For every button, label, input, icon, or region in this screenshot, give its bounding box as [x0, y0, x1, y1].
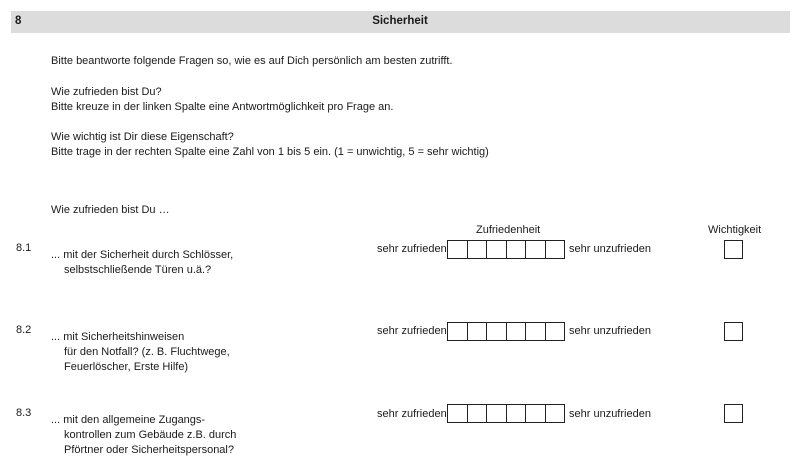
scale-right-label: sehr unzufrieden: [569, 243, 651, 255]
satisfaction-checkbox[interactable]: [448, 405, 468, 422]
scale-right-label: sehr unzufrieden: [569, 325, 651, 337]
satisfaction-checkbox[interactable]: [487, 323, 507, 340]
satisfaction-checkbox[interactable]: [448, 323, 468, 340]
satisfaction-scale: [447, 404, 565, 423]
scale-left-label: sehr zufrieden: [377, 243, 447, 255]
satisfaction-checkbox[interactable]: [546, 241, 565, 258]
question-text: [51, 330, 230, 375]
intro-importance-question: Wie wichtig ist Dir diese Eigenschaft?: [51, 131, 234, 143]
question-text-line: selbstschließende Türen u.ä.?: [64, 264, 212, 276]
satisfaction-scale: [447, 240, 565, 259]
question-text-line: ... mit der Sicherheit durch Schlösser,: [51, 249, 234, 261]
satisfaction-checkbox[interactable]: [526, 241, 546, 258]
satisfaction-checkbox[interactable]: [526, 323, 546, 340]
question-text-line: kontrollen zum Gebäude z.B. durch: [64, 429, 237, 441]
satisfaction-checkbox[interactable]: [526, 405, 546, 422]
satisfaction-checkbox[interactable]: [487, 405, 507, 422]
question-text: [51, 413, 236, 458]
satisfaction-checkbox[interactable]: [507, 323, 527, 340]
scale-right-label: sehr unzufrieden: [569, 408, 651, 420]
intro-importance-instruction: Bitte trage in der rechten Spalte eine Zahl von 1 bis 5 ein. (1 = unwichtig, 5 = sehr wichtig): [51, 146, 489, 158]
question-text-line: Pförtner oder Sicherheitspersonal?: [64, 444, 234, 456]
satisfaction-checkbox[interactable]: [546, 405, 565, 422]
importance-column-header: Wichtigkeit: [708, 224, 762, 236]
question-number: 8.3: [16, 407, 32, 419]
question-text-line: Feuerlöscher, Erste Hilfe): [64, 361, 189, 373]
question-number: 8.1: [16, 242, 32, 254]
intro-instruction: Bitte beantworte folgende Fragen so, wie es auf Dich persönlich am besten zutrifft.: [51, 55, 453, 67]
satisfaction-scale: [447, 322, 565, 341]
intro-satisfaction-question: Wie zufrieden bist Du?: [51, 86, 162, 98]
question-text-line: für den Notfall? (z. B. Fluchtwege,: [64, 346, 230, 358]
scale-left-label: sehr zufrieden: [377, 408, 447, 420]
intro-satisfaction-instruction: Bitte kreuze in der linken Spalte eine Antwortmöglichkeit pro Frage an.: [51, 101, 394, 113]
satisfaction-checkbox[interactable]: [507, 405, 527, 422]
question-text-line: ... mit Sicherheitshinweisen: [51, 331, 185, 343]
satisfaction-checkbox[interactable]: [468, 241, 488, 258]
question-text-line: ... mit den allgemeine Zugangs-: [51, 414, 206, 426]
importance-input-box[interactable]: [724, 404, 743, 423]
satisfaction-checkbox[interactable]: [468, 323, 488, 340]
satisfaction-checkbox[interactable]: [448, 241, 468, 258]
section-number: 8: [15, 15, 22, 27]
satisfaction-checkbox[interactable]: [468, 405, 488, 422]
importance-input-box[interactable]: [724, 240, 743, 259]
satisfaction-checkbox[interactable]: [487, 241, 507, 258]
importance-input-box[interactable]: [724, 322, 743, 341]
question-lead: Wie zufrieden bist Du …: [51, 204, 170, 216]
question-number: 8.2: [16, 324, 32, 336]
question-text: [51, 248, 233, 278]
satisfaction-checkbox[interactable]: [546, 323, 565, 340]
satisfaction-checkbox[interactable]: [507, 241, 527, 258]
satisfaction-column-header: Zufriedenheit: [476, 224, 541, 236]
scale-left-label: sehr zufrieden: [377, 325, 447, 337]
section-title: Sicherheit: [372, 15, 428, 27]
